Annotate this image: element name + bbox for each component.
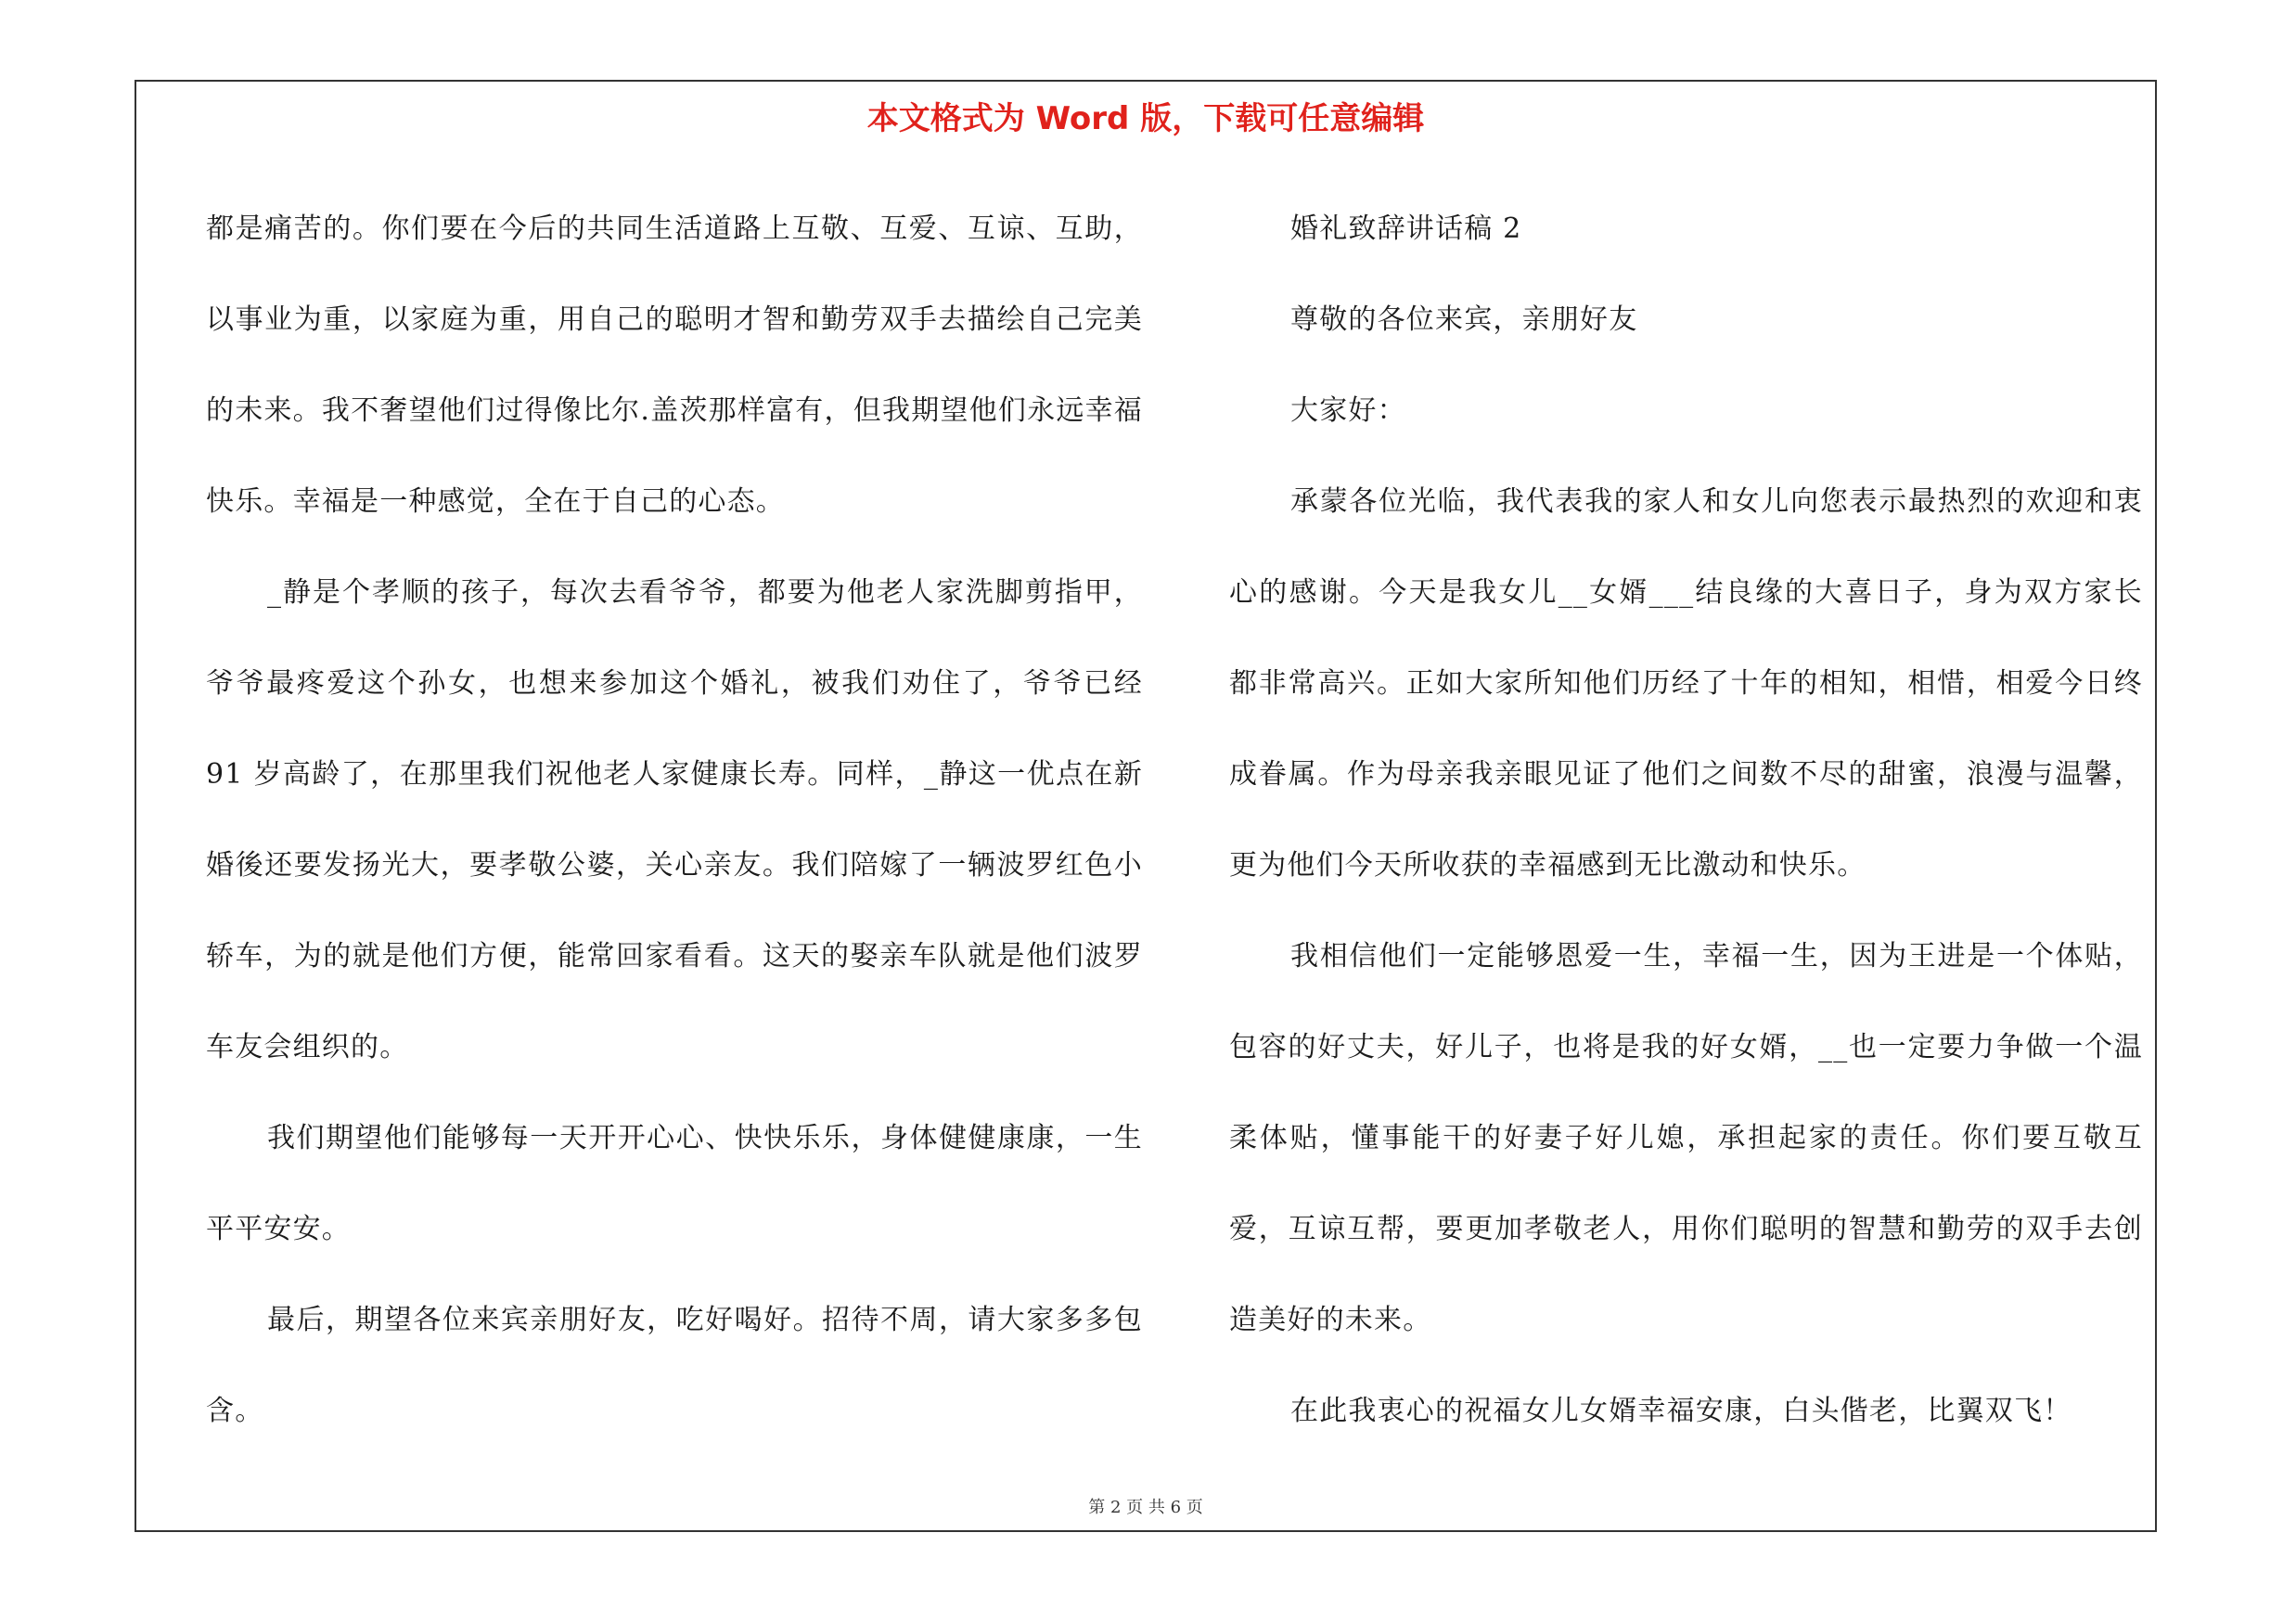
right-column bbox=[1229, 184, 2143, 1457]
paragraph: 在此我衷心的祝福女儿女婿幸福安康，白头偕老，比翼双飞！ bbox=[1290, 1395, 2072, 1427]
page-number-footer: 第 2 页 共 6 页 bbox=[1088, 1498, 1203, 1517]
paragraph: 我们期望他们能够每一天开开心心、快快乐乐，身体健健康康，一生平平安安。 bbox=[206, 1122, 1143, 1245]
paragraph: 承蒙各位光临，我代表我的家人和女儿向您表示最热烈的欢迎和衷心的感谢。今天是我女儿__女婿___结良缘的大喜日子，身为双方家长都非常高兴。正如大家所知他们历经了十年的相知，相惜，相爱今日终成眷属。作为母亲我亲眼见证了他们之间数不尽的甜蜜，浪漫与温馨，更为他们今天所收获的幸福感到无比激动和快乐。 bbox=[1229, 485, 2143, 882]
paragraph: 都是痛苦的。你们要在今后的共同生活道路上互敬、互爱、互谅、互助，以事业为重，以家庭为重，用自己的聪明才智和勤劳双手去描绘自己完美的未来。我不奢望他们过得像比尔.盖茨那样富有，但我期望他们永远幸福快乐。幸福是一种感觉，全在于自己的心态。 bbox=[206, 213, 1143, 518]
salutation: 尊敬的各位来宾，亲朋好友 bbox=[1290, 303, 1638, 336]
page-frame bbox=[135, 80, 2157, 1532]
paragraph: 最后，期望各位来宾亲朋好友，吃好喝好。招待不周，请大家多多包含。 bbox=[206, 1304, 1143, 1427]
paragraph: _静是个孝顺的孩子，每次去看爷爷，都要为他老人家洗脚剪指甲，爷爷最疼爱这个孙女，也想来参加这个婚礼，被我们劝住了，爷爷已经 91 岁高龄了，在那里我们祝他老人家健康长寿。同样，_静这一优点在新婚後还要发扬光大，要孝敬公婆，关心亲友。我们陪嫁了一辆波罗红色小轿车，为的就是他们方便，能常回家看看。这天的娶亲车队就是他们波罗车友会组织的。 bbox=[206, 576, 1143, 1063]
word-format-banner: 本文格式为 Word 版，下载可任意编辑 bbox=[866, 100, 1425, 137]
paragraph: 我相信他们一定能够恩爱一生，幸福一生，因为王进是一个体贴，包容的好丈夫，好儿子，也将是我的好女婿，__也一定要力争做一个温柔体贴，懂事能干的好妻子好儿媳，承担起家的责任。你们要互敬互爱，互谅互帮，要更加孝敬老人，用你们聪明的智慧和勤劳的双手去创造美好的未来。 bbox=[1229, 940, 2143, 1336]
left-column bbox=[206, 184, 1143, 1457]
section-heading: 婚礼致辞讲话稿 2 bbox=[1290, 213, 1522, 245]
greeting: 大家好： bbox=[1290, 394, 1406, 427]
